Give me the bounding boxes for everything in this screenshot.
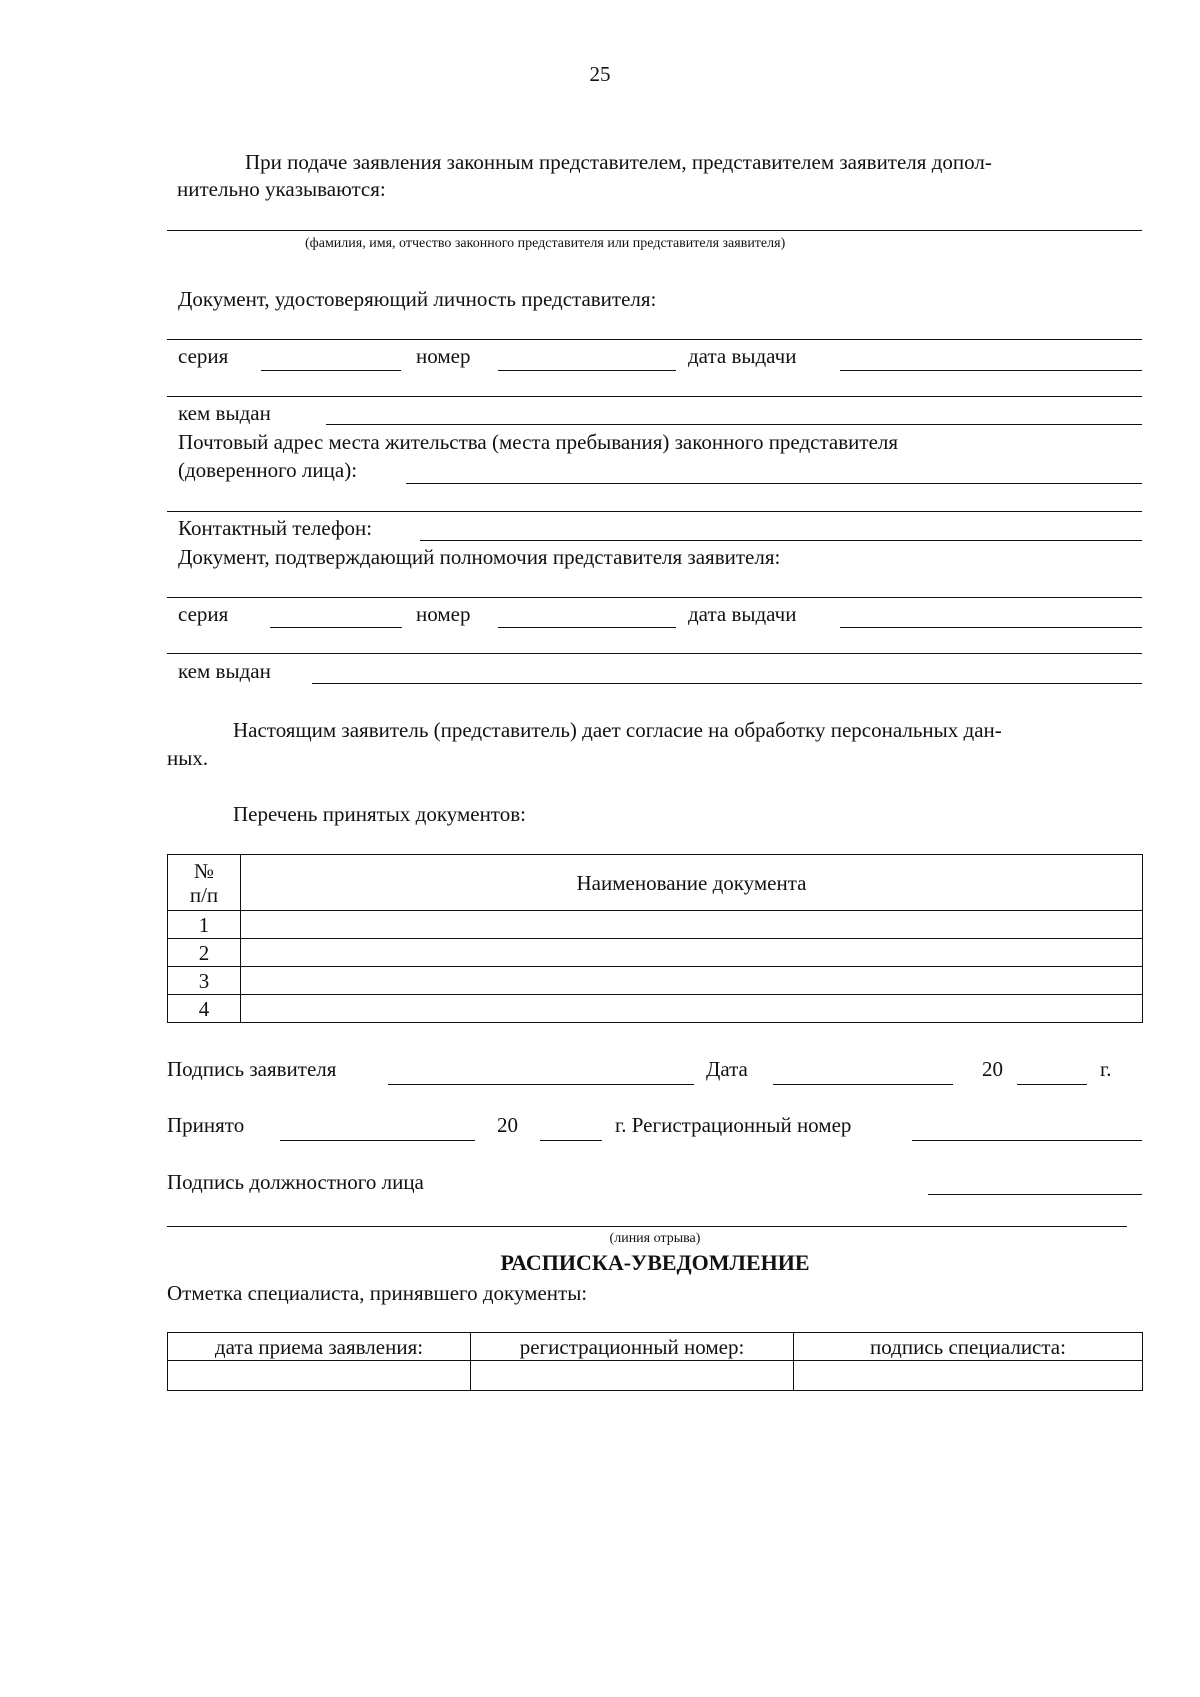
rep-number-line (498, 370, 676, 371)
table-row (168, 1361, 1143, 1391)
row-number: 4 (168, 995, 241, 1023)
official-signature-label: Подпись должностного лица (167, 1170, 424, 1194)
auth-number-line (498, 627, 676, 628)
applicant-signature-line (388, 1084, 694, 1085)
receipt-table (167, 1332, 1143, 1391)
tear-line (167, 1226, 1127, 1227)
documents-list-heading: Перечень принятых документов: (233, 802, 526, 826)
rep-fio-caption: (фамилия, имя, отчество законного представителя или представителя заявителя) (305, 236, 786, 251)
accepted-label: Принято (167, 1113, 245, 1137)
receipt-specialist-note: Отметка специалиста, принявшего документы: (167, 1281, 588, 1305)
receipt-col-date: дата приема заявления: (168, 1333, 471, 1361)
auth-number-label: номер (416, 602, 471, 626)
rep-number-label: номер (416, 344, 471, 368)
postal-address-line (406, 483, 1142, 484)
col-num-header (168, 855, 241, 911)
date-label: Дата (706, 1057, 748, 1081)
consent-line-2: ных. (167, 746, 209, 770)
rep-id-doc-heading: Документ, удостоверяющий личность представителя: (178, 287, 657, 311)
row-number: 1 (168, 911, 241, 939)
reg-number-line (912, 1140, 1142, 1141)
year-suffix: г. (1100, 1057, 1112, 1081)
table-row (168, 995, 1143, 1023)
intro-line-2: нительно указываются: (177, 177, 386, 201)
auth-issue-date-label: дата выдачи (688, 602, 797, 626)
documents-table-header (168, 855, 1143, 911)
receipt-col-signature: подпись специалиста: (794, 1333, 1143, 1361)
auth-issued-by-line (312, 683, 1142, 684)
authority-doc-line (167, 597, 1142, 598)
receipt-reg-number-cell[interactable] (471, 1361, 794, 1391)
row-number: 3 (168, 967, 241, 995)
table-row (168, 911, 1143, 939)
receipt-table-header (168, 1333, 1143, 1361)
col-name-header: Наименование документа (241, 855, 1143, 911)
accepted-year-line (540, 1140, 602, 1141)
phone-line (420, 540, 1142, 541)
tear-line-label: (линия отрыва) (609, 1231, 701, 1246)
auth-series-line (270, 627, 402, 628)
official-signature-line (928, 1194, 1142, 1195)
table-row (168, 939, 1143, 967)
auth-series-label: серия (178, 602, 229, 626)
year-prefix: 20 (982, 1057, 1003, 1081)
col-num-header-line-1: № (193, 858, 215, 883)
row-document-name[interactable] (241, 995, 1143, 1023)
rep-issued-by-line (326, 424, 1142, 425)
row-number: 2 (168, 939, 241, 967)
rep-id-doc-line (167, 339, 1142, 340)
accepted-year-prefix: 20 (497, 1113, 518, 1137)
postal-address-extra-line (167, 511, 1142, 512)
receipt-col-reg-number: регистрационный номер: (471, 1333, 794, 1361)
auth-issued-by-label: кем выдан (178, 659, 271, 683)
auth-extra-line (167, 653, 1142, 654)
col-num-header-line-2: п/п (189, 882, 219, 907)
rep-issue-date-line (840, 370, 1142, 371)
rep-issue-date-label: дата выдачи (688, 344, 797, 368)
table-row (168, 967, 1143, 995)
receipt-date-cell[interactable] (168, 1361, 471, 1391)
accepted-line (280, 1140, 475, 1141)
row-document-name[interactable] (241, 911, 1143, 939)
page-number: 25 (589, 62, 611, 86)
date-line (773, 1084, 953, 1085)
year-line (1017, 1084, 1087, 1085)
reg-number-label: г. Регистрационный номер (615, 1113, 852, 1137)
intro-line-1: При подаче заявления законным представителем, представителем заявителя допол- (245, 150, 992, 174)
phone-label: Контактный телефон: (178, 516, 373, 540)
authority-doc-heading: Документ, подтверждающий полномочия представителя заявителя: (178, 545, 781, 569)
rep-issued-by-label: кем выдан (178, 401, 271, 425)
postal-address-line-2: (доверенного лица): (178, 458, 358, 482)
rep-fio-line (167, 230, 1142, 231)
rep-series-label: серия (178, 344, 229, 368)
postal-address-line-1: Почтовый адрес места жительства (места пребывания) законного представителя (178, 430, 899, 454)
applicant-signature-label: Подпись заявителя (167, 1057, 337, 1081)
documents-table (167, 854, 1143, 1023)
rep-extra-line (167, 396, 1142, 397)
row-document-name[interactable] (241, 967, 1143, 995)
row-document-name[interactable] (241, 939, 1143, 967)
auth-issue-date-line (840, 627, 1142, 628)
consent-line-1: Настоящим заявитель (представитель) дает согласие на обработку персональных дан- (233, 718, 1002, 742)
rep-series-line (261, 370, 401, 371)
receipt-title: РАСПИСКА-УВЕДОМЛЕНИЕ (500, 1250, 810, 1275)
receipt-signature-cell[interactable] (794, 1361, 1143, 1391)
